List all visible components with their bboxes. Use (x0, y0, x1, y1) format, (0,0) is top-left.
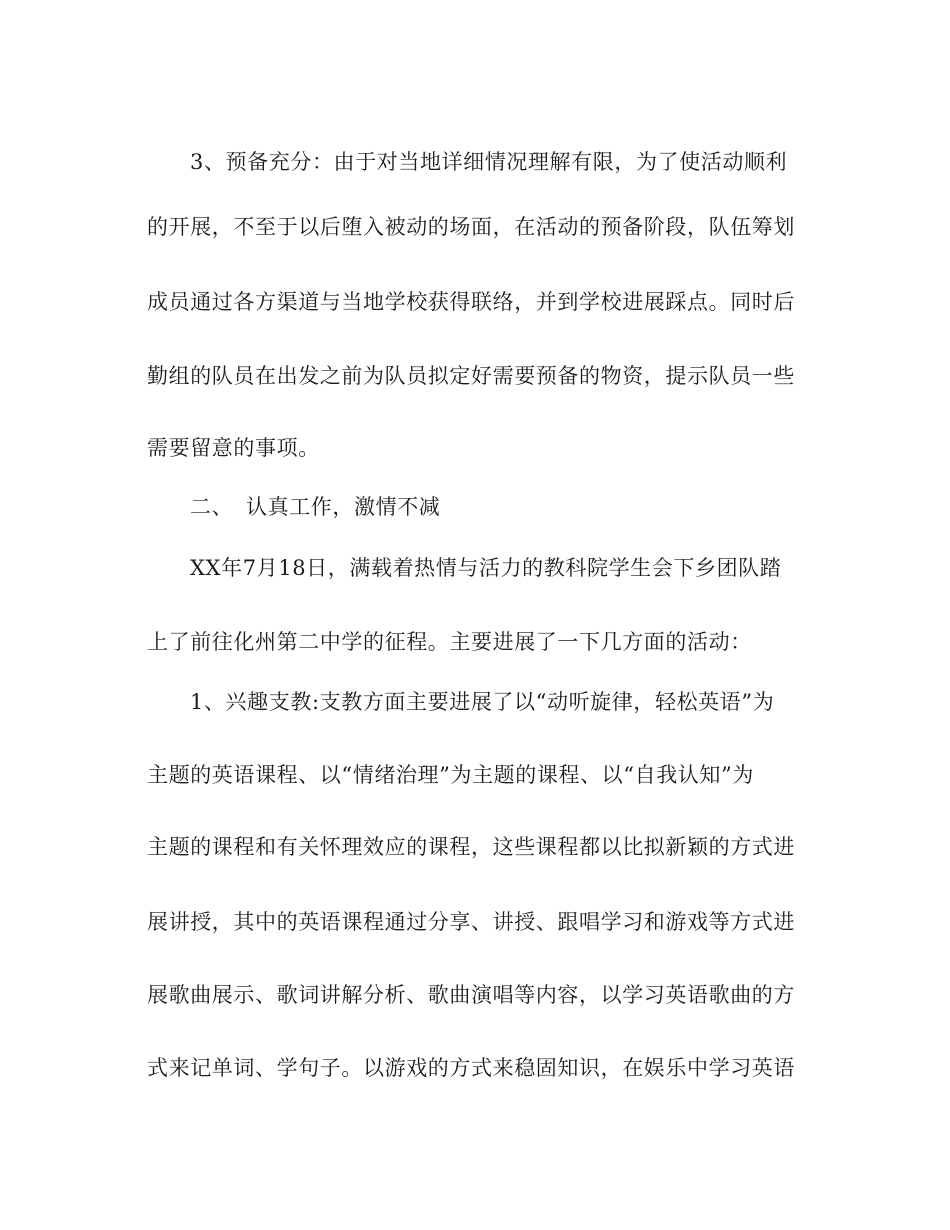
section-number: 二、 (190, 495, 234, 519)
paragraph-line: 展讲授，其中的英语课程通过分享、讲授、跟唱学习和游戏等方式进 (147, 910, 795, 934)
paragraph-line: 需要留意的事项。 (147, 436, 320, 460)
paragraph-line: 1、兴趣支教:支教方面主要进展了以“动听旋律，轻松英语”为 (190, 690, 775, 714)
paragraph-line: 主题的英语课程、以“情绪治理”为主题的课程、以“自我认知”为 (147, 763, 754, 787)
section-heading (0, 487, 950, 527)
paragraph-line: 上了前往化州第二中学的征程。主要进展了一下几方面的活动： (147, 630, 752, 654)
paragraph-line: 的开展，不至于以后堕入被动的场面，在活动的预备阶段，队伍筹划 (147, 215, 795, 239)
paragraph-line: XX年7月18日，满载着热情与活力的教科院学生会下乡团队踏 (190, 556, 782, 580)
paragraph-line: 成员通过各方渠道与当地学校获得联络，并到学校进展踩点。同时后 (147, 290, 795, 314)
paragraph-line: 3、预备充分：由于对当地详细情况理解有限，为了使活动顺利 (190, 150, 788, 174)
paragraph-line: 主题的课程和有关怀理效应的课程，这些课程都以比拟新颖的方式进 (147, 835, 795, 859)
paragraph-line: 式来记单词、学句子。以游戏的方式来稳固知识，在娱乐中学习英语 (147, 1056, 795, 1080)
section-title: 认真工作，激情不减 (246, 495, 441, 519)
paragraph-line: 勤组的队员在出发之前为队员拟定好需要预备的物资，提示队员一些 (147, 364, 795, 388)
paragraph-line: 展歌曲展示、歌词讲解分析、歌曲演唱等内容，以学习英语歌曲的方 (147, 983, 795, 1007)
